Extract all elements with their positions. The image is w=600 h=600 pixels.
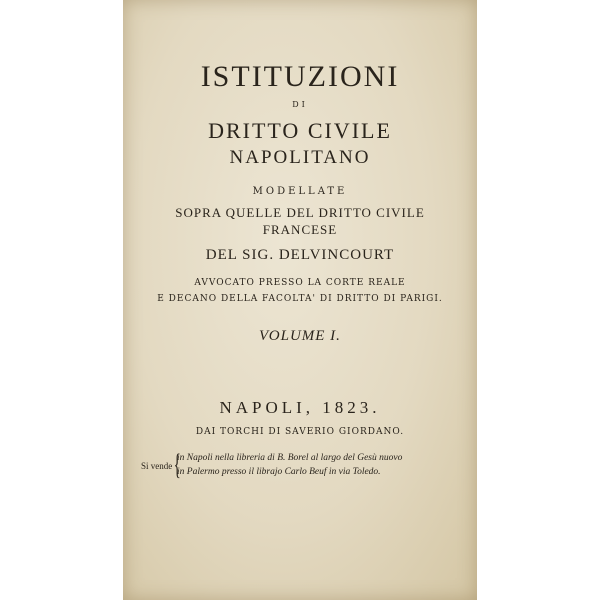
imprint-printer: DAI TORCHI DI SAVERIO GIORDANO. (195, 427, 405, 437)
book-title: ISTITUZIONI (200, 60, 400, 93)
title-connector: DI (292, 100, 308, 109)
sale-line-1: in Napoli nella libreria di B. Borel al largo del Gesù nuovo (177, 453, 403, 463)
book-title-page (123, 0, 477, 600)
based-on-line-2: FRANCESE (262, 222, 338, 237)
sale-lead: Si vende (141, 461, 173, 471)
author-role-line-1: AVVOCATO PRESSO LA CORTE REALE (194, 278, 406, 288)
brace-glyph: { (173, 448, 181, 481)
sale-line-2: in Palermo presso il librajo Carlo Beuf in via Toledo. (177, 467, 381, 477)
based-on-line-1: SOPRA QUELLE DEL DRITTO CIVILE (175, 205, 425, 220)
modellate-label: MODELLATE (252, 186, 348, 197)
imprint-place-year: NAPOLI, 1823. (219, 398, 381, 417)
volume-label: VOLUME I. (259, 328, 341, 344)
book-region: NAPOLITANO (229, 147, 371, 168)
book-subject: DRITTO CIVILE (208, 118, 392, 143)
author-line: DEL SIG. DELVINCOURT (205, 247, 395, 263)
author-role-line-2: E DECANO DELLA FACOLTA' DI DRITTO DI PARIGI. (157, 294, 443, 304)
